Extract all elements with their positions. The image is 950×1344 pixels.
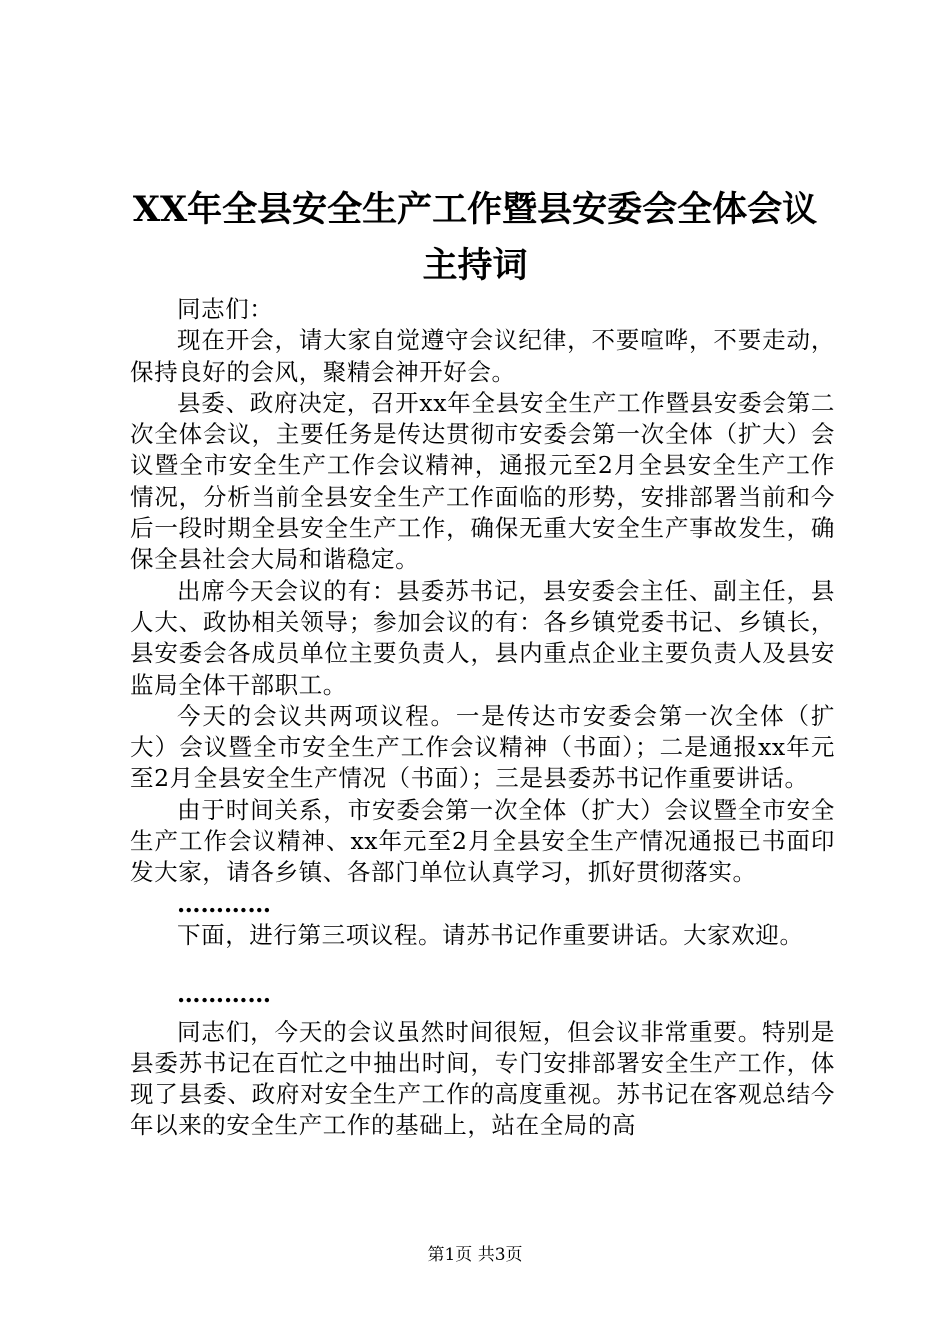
ellipsis-separator: ………… — [177, 980, 271, 1009]
ellipsis-separator: ………… — [177, 889, 271, 918]
paragraph-agenda: 今天的会议共两项议程。一是传达市安委会第一次全体（扩大）会议暨全市安全生产工作会议精神（书面）；二是通报xx年元至2月全县安全生产情况（书面）；三是县委苏书记作重要讲话。 — [130, 701, 835, 793]
paragraph-time-note: 由于时间关系，市安委会第一次全体（扩大）会议暨全市安全生产工作会议精神、xx年元至2月全县安全生产情况通报已书面印发大家，请各乡镇、各部门单位认真学习，抓好贯彻落实。 — [130, 795, 835, 887]
paragraph-attendees: 出席今天会议的有：县委苏书记，县安委会主任、副主任，县人大、政协相关领导；参加会议的有：各乡镇党委书记、乡镇长，县安委会各成员单位主要负责人，县内重点企业主要负责人及县安监局全体干部职工。 — [130, 576, 835, 699]
page-footer: 第1页 共3页 — [427, 1245, 523, 1265]
salutation: 同志们： — [177, 295, 274, 323]
document-title-line-1: XX年全县安全生产工作暨县安委会全体会议 — [132, 189, 818, 230]
spacer — [130, 951, 835, 979]
document-title-line-2: 主持词 — [422, 245, 528, 286]
paragraph-purpose: 县委、政府决定，召开xx年全县安全生产工作暨县安委会第二次全体会议，主要任务是传达贯彻市安委会第一次全体（扩大）会议暨全市安全生产工作会议精神，通报元至2月全县安全生产工作情况，分析当前全县安全生产工作面临的形势，安排部署当前和今后一段时期全县安全生产工作，确保无重大安全生产事故发生，确保全县社会大局和谐稳定。 — [130, 388, 835, 574]
paragraph-closing: 同志们，今天的会议虽然时间很短，但会议非常重要。特别是县委苏书记在百忙之中抽出时间，专门安排部署安全生产工作，体现了县委、政府对安全生产工作的高度重视。苏书记在客观总结今年以来的安全生产工作的基础上，站在全局的高 — [130, 1017, 835, 1140]
document-body — [130, 294, 835, 1142]
paragraph-opening: 现在开会，请大家自觉遵守会议纪律，不要喧哗，不要走动，保持良好的会风，聚精会神开好会。 — [130, 326, 835, 386]
paragraph-third-agenda: 下面，进行第三项议程。请苏书记作重要讲话。大家欢迎。 — [177, 920, 804, 949]
